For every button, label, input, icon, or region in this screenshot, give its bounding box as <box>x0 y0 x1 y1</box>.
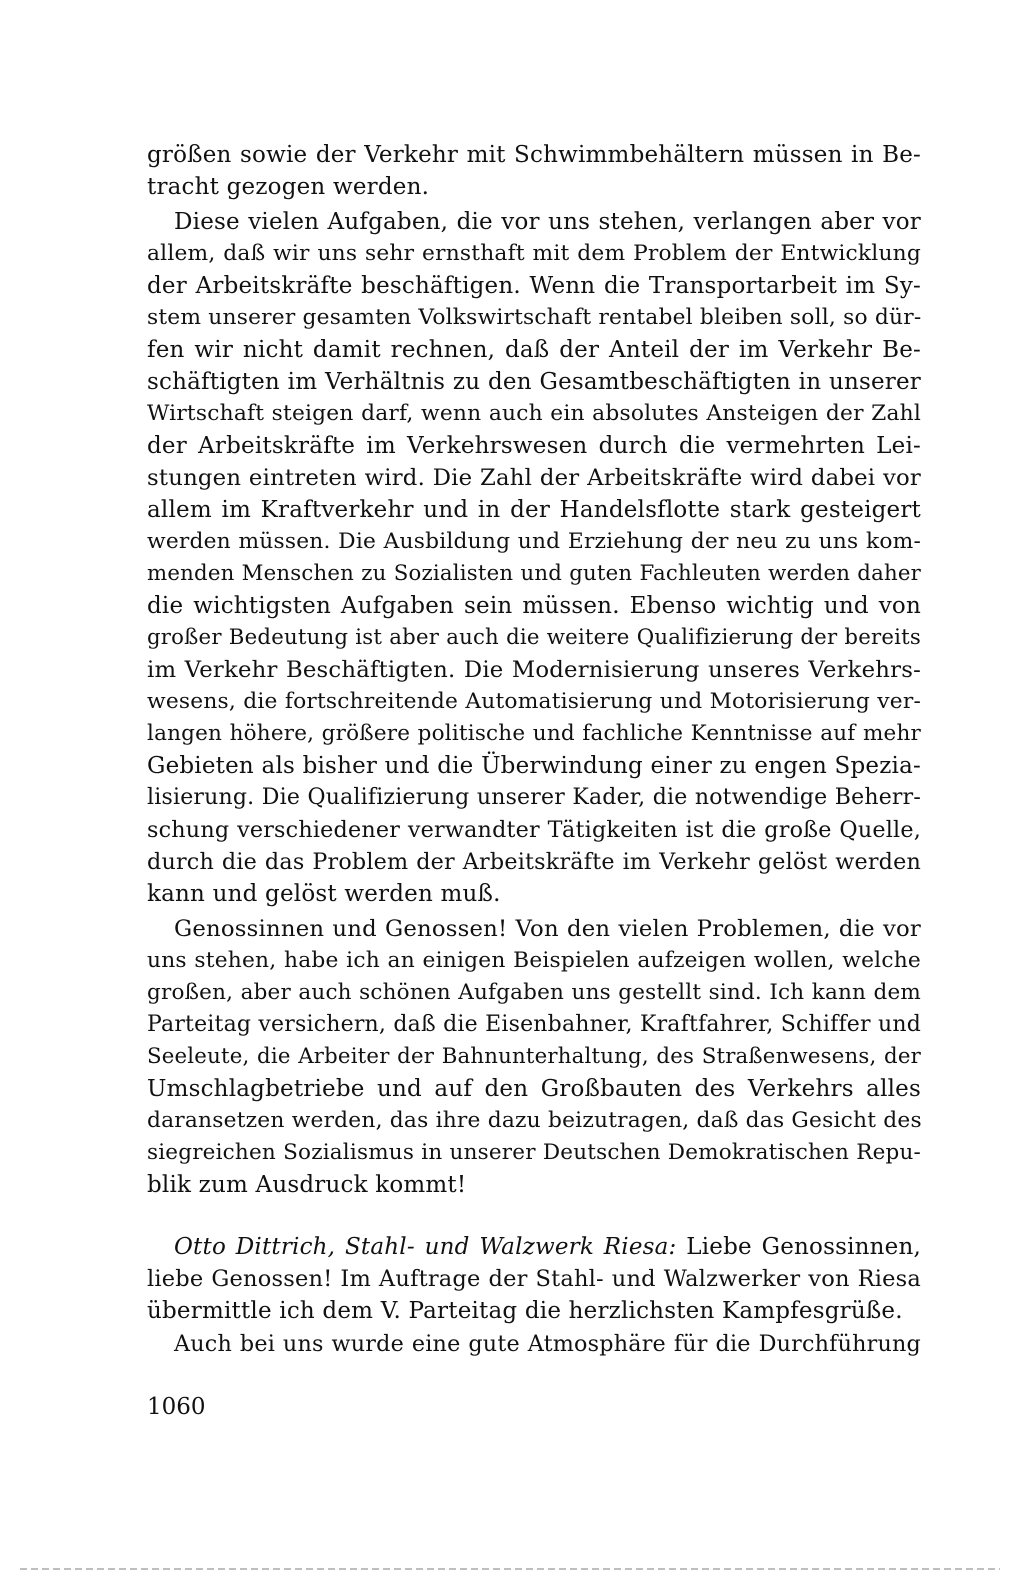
text-line: großer Bedeutung ist aber auch die weitere Qualifizierung der bereits <box>147 625 921 650</box>
text-line: werden müssen. Die Ausbildung und Erziehung der neu zu uns kom- <box>147 529 921 554</box>
text-line: blik zum Ausdruck kommt! <box>147 1172 467 1198</box>
speech-opening: Liebe Genossinnen, <box>676 1234 921 1260</box>
text-line: Genossinnen und Genossen! Von den vielen Problemen, die vor <box>174 916 921 942</box>
text-line: großen, aber auch schönen Aufgaben uns gestellt sind. Ich kann dem <box>147 980 921 1005</box>
text-line: schung verschiedener verwandter Tätigkeiten ist die große Quelle, <box>147 817 921 843</box>
text-line: größen sowie der Verkehr mit Schwimmbehältern müssen in Be- <box>147 142 921 168</box>
text-line: der Arbeitskräfte im Verkehrswesen durch die vermehrten Lei- <box>147 433 921 459</box>
page-number: 1060 <box>147 1394 206 1420</box>
text-line: im Verkehr Beschäftigten. Die Modernisierung unseres Verkehrs- <box>147 657 921 683</box>
text-line: die wichtigsten Aufgaben sein müssen. Ebenso wichtig und von <box>147 593 921 619</box>
text-line: Seeleute, die Arbeiter der Bahnunterhaltung, des Straßenwesens, der <box>147 1044 921 1069</box>
text-line: Umschlagbetriebe und auf den Großbauten des Verkehrs alles <box>147 1076 921 1102</box>
text-line: stem unserer gesamten Volkswirtschaft rentabel bleiben soll, so dür- <box>147 305 922 330</box>
text-line: uns stehen, habe ich an einigen Beispielen aufzeigen wollen, welche <box>147 948 921 973</box>
text-line: liebe Genossen! Im Auftrage der Stahl- und Walzwerker von Riesa <box>147 1266 921 1292</box>
text-line: Diese vielen Aufgaben, die vor uns stehen, verlangen aber vor <box>174 209 921 235</box>
text-line: allem im Kraftverkehr und in der Handelsflotte stark gesteigert <box>147 497 921 523</box>
text-line: Gebieten als bisher und die Überwindung einer zu engen Spezia- <box>147 753 921 779</box>
text-line: wesens, die fortschreitende Automatisierung und Motorisierung ver- <box>147 689 921 714</box>
text-line: fen wir nicht damit rechnen, daß der Anteil der im Verkehr Be- <box>147 337 921 363</box>
text-line: siegreichen Sozialismus in unserer Deutschen Demokratischen Repu- <box>147 1140 921 1165</box>
text-line: stungen eintreten wird. Die Zahl der Arbeitskräfte wird dabei vor <box>147 465 921 491</box>
text-line: der Arbeitskräfte beschäftigen. Wenn die Transportarbeit im Sy- <box>147 273 921 299</box>
text-line: Auch bei uns wurde eine gute Atmosphäre für die Durchführung <box>174 1331 921 1357</box>
text-line: menden Menschen zu Sozialisten und guten Fachleuten werden daher <box>147 561 921 586</box>
text-line: Parteitag versichern, daß die Eisenbahner, Kraftfahrer, Schiffer und <box>147 1012 921 1037</box>
scan-edge-artifact <box>20 1568 1000 1570</box>
text-line: kann und gelöst werden muß. <box>147 881 501 907</box>
text-line: allem, daß wir uns sehr ernsthaft mit dem Problem der Entwicklung <box>147 241 921 266</box>
text-line: schäftigten im Verhältnis zu den Gesamtbeschäftigten in unserer <box>147 369 921 395</box>
text-line: Wirtschaft steigen darf, wenn auch ein absolutes Ansteigen der Zahl <box>147 401 921 426</box>
text-line: tracht gezogen werden. <box>147 174 430 200</box>
speaker-line <box>174 1230 921 1264</box>
text-line: langen höhere, größere politische und fachliche Kenntnisse auf mehr <box>147 721 921 746</box>
text-line: lisierung. Die Qualifizierung unserer Kader, die notwendige Beherr- <box>147 785 921 810</box>
speaker-name: Otto Dittrich, Stahl- und Walzwerk Riesa: <box>174 1234 677 1260</box>
text-line: übermittle ich dem V. Parteitag die herzlichsten Kampfesgrüße. <box>147 1298 903 1324</box>
text-line: daransetzen werden, das ihre dazu beizutragen, daß das Gesicht des <box>147 1108 922 1133</box>
text-line: durch die das Problem der Arbeitskräfte im Verkehr gelöst werden <box>147 849 921 875</box>
